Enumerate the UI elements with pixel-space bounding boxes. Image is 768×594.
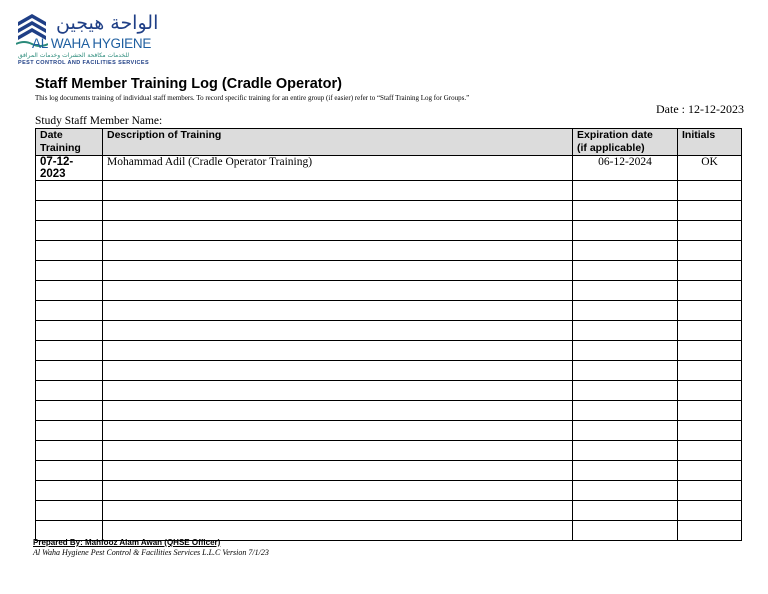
- row-initials: [678, 421, 742, 441]
- logo-arabic-tagline: للخدمات مكافحة الحشرات وخدمات المرافق: [18, 52, 130, 59]
- row-expiration: [573, 321, 678, 341]
- row-initials: [678, 221, 742, 241]
- table-row: [36, 261, 742, 281]
- row-date: [36, 321, 103, 341]
- logo-english-name: AL WAHA HYGIENE: [32, 36, 152, 51]
- row-date: [36, 241, 103, 261]
- row-description: [103, 361, 573, 381]
- row-expiration: [573, 241, 678, 261]
- company-logo: [16, 12, 166, 68]
- row-initials: [678, 361, 742, 381]
- row-description: [103, 441, 573, 461]
- document-subtitle: This log documents training of individual staff members. To record specific training for an entire group (if easier) refer to “Staff Training Log for Groups.”: [35, 94, 470, 102]
- table-row: [36, 401, 742, 421]
- row-date: [36, 301, 103, 321]
- table-row: [36, 241, 742, 261]
- table-body: [36, 156, 742, 541]
- row-initials: [678, 341, 742, 361]
- row-date: [36, 341, 103, 361]
- row-description: [103, 261, 573, 281]
- row-description: [103, 321, 573, 341]
- row-initials: [678, 441, 742, 461]
- header-description: Description of Training: [103, 129, 573, 156]
- row-date: 07-12-2023: [36, 156, 103, 181]
- row-expiration: [573, 281, 678, 301]
- table-row: [36, 281, 742, 301]
- header-date-line1: Date: [40, 129, 63, 141]
- table-row: [36, 441, 742, 461]
- table-row: [36, 156, 742, 181]
- row-expiration: [573, 181, 678, 201]
- row-initials: [678, 381, 742, 401]
- row-description: [103, 341, 573, 361]
- row-date: [36, 261, 103, 281]
- row-expiration: [573, 401, 678, 421]
- row-description: [103, 401, 573, 421]
- row-description: [103, 461, 573, 481]
- table-row: [36, 321, 742, 341]
- row-expiration: [573, 261, 678, 281]
- row-date: [36, 201, 103, 221]
- row-initials: [678, 201, 742, 221]
- logo-arabic-name: الواحة هيجين: [56, 12, 159, 34]
- row-description: [103, 241, 573, 261]
- row-description: Mohammad Adil (Cradle Operator Training): [103, 156, 573, 181]
- row-date: [36, 221, 103, 241]
- row-initials: [678, 521, 742, 541]
- row-date: [36, 401, 103, 421]
- row-expiration: [573, 421, 678, 441]
- table-row: [36, 361, 742, 381]
- row-date: [36, 481, 103, 501]
- row-initials: OK: [678, 156, 742, 181]
- row-initials: [678, 481, 742, 501]
- document-date: Date : 12-12-2023: [656, 102, 744, 116]
- row-date: [36, 381, 103, 401]
- header-expiration-line1: Expiration date: [577, 129, 653, 141]
- row-expiration: [573, 461, 678, 481]
- table-row: [36, 421, 742, 441]
- row-initials: [678, 321, 742, 341]
- row-expiration: 06-12-2024: [573, 156, 678, 181]
- row-description: [103, 421, 573, 441]
- row-description: [103, 221, 573, 241]
- table-row: [36, 181, 742, 201]
- version-note: Al Waha Hygiene Pest Control & Facilities Services L.L.C Version 7/1/23: [33, 548, 269, 557]
- row-date: [36, 441, 103, 461]
- row-expiration: [573, 381, 678, 401]
- table-row: [36, 221, 742, 241]
- header-date-line2: Training: [40, 141, 81, 154]
- row-expiration: [573, 521, 678, 541]
- row-date: [36, 421, 103, 441]
- table-row: [36, 461, 742, 481]
- row-expiration: [573, 501, 678, 521]
- row-expiration: [573, 221, 678, 241]
- row-initials: [678, 281, 742, 301]
- row-initials: [678, 301, 742, 321]
- row-description: [103, 501, 573, 521]
- row-description: [103, 181, 573, 201]
- row-expiration: [573, 361, 678, 381]
- header-expiration-line2: (if applicable): [577, 141, 645, 154]
- row-initials: [678, 261, 742, 281]
- row-expiration: [573, 441, 678, 461]
- row-description: [103, 481, 573, 501]
- row-initials: [678, 501, 742, 521]
- table-row: [36, 301, 742, 321]
- document-title: Staff Member Training Log (Cradle Operator): [35, 76, 342, 92]
- row-date: [36, 461, 103, 481]
- row-initials: [678, 401, 742, 421]
- row-date: [36, 501, 103, 521]
- row-expiration: [573, 341, 678, 361]
- row-expiration: [573, 481, 678, 501]
- header-date-training: [36, 129, 103, 156]
- logo-tagline: PEST CONTROL AND FACILITIES SERVICES: [18, 60, 150, 66]
- row-description: [103, 201, 573, 221]
- header-initials: Initials: [678, 129, 742, 156]
- row-initials: [678, 181, 742, 201]
- row-description: [103, 381, 573, 401]
- table-row: [36, 381, 742, 401]
- row-date: [36, 181, 103, 201]
- table-header-row: [36, 129, 742, 156]
- table-row: [36, 201, 742, 221]
- row-initials: [678, 241, 742, 261]
- row-expiration: [573, 301, 678, 321]
- table-row: [36, 341, 742, 361]
- row-expiration: [573, 201, 678, 221]
- training-log-table: [35, 128, 742, 541]
- staff-member-label: Study Staff Member Name:: [35, 115, 163, 127]
- table-row: [36, 501, 742, 521]
- row-description: [103, 301, 573, 321]
- row-description: [103, 281, 573, 301]
- header-expiration: [573, 129, 678, 156]
- row-initials: [678, 461, 742, 481]
- prepared-by: Prepared By: Mahfooz Alam Awan (QHSE Officer): [33, 538, 221, 547]
- table-row: [36, 481, 742, 501]
- row-date: [36, 361, 103, 381]
- row-date: [36, 281, 103, 301]
